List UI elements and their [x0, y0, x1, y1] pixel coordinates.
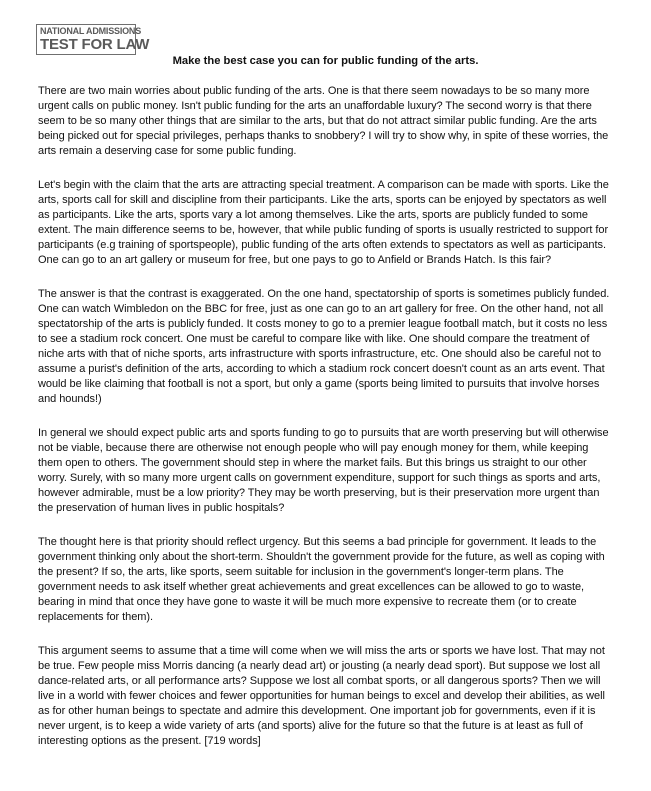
paragraph-6: This argument seems to assume that a time will come when we will miss the arts or sports we have lost. That may not be true. Few people miss Morris dancing (a nearly dead art) or jousting (a nearly dead sport). But suppose we lost all dance-related arts, or all performance arts? Suppose we lost all combat sports, or all dangerous sports? Then we will live in a world with fewer choices and fewer opportunities for human beings to excel and develop their abilities, as well as for other human beings to spectate and admire this development. One important job for governments, even if it is never urgent, is to keep a wide variety of arts (and sports) alive for the future so that the future is at least as full of interesting options as the present. [719 words] [38, 645, 605, 747]
paragraph-2: Let's begin with the claim that the arts are attracting special treatment. A comparison can be made with sports. Like the arts, sports call for skill and discipline from their participants. Like the arts, sports can be enjoyed by spectators as well as participants. Like the arts, sports vary a lot among themselves. Like the arts, sports are publicly funded to some extent. The main difference seems to be, however, that while public funding of sports is usually restricted to support for participants (e.g training of sportspeople), public funding of the arts often extends to spectators as well as participants. One can go to an art gallery or museum for free, but one pays to go to Anfield or Brands Hatch. Is this fair? [38, 179, 609, 266]
essay-title: Make the best case you can for public funding of the arts. [172, 55, 479, 67]
logo-line-2: TEST FOR LAW [40, 36, 150, 53]
logo-line-1: NATIONAL ADMISSIONS [40, 26, 142, 36]
paragraph-4: In general we should expect public arts and sports funding to go to pursuits that are worth preserving but will otherwise not be viable, because there are otherwise not enough people who will pay enough money for them, while keeping them open to others. The government should step in where the market fails. But this brings us straight to our other worry. Surely, with so many more urgent calls on government expenditure, support for such things as sports and arts, however admirable, must be a low priority? They may be worth preserving, but is their preservation more urgent than the preservation of human lives in public hospitals? [38, 427, 609, 514]
paragraph-1: There are two main worries about public funding of the arts. One is that there seem nowadays to be so many more urgent calls on public money. Isn't public funding for the arts an unaffordable luxury? The second worry is that there seem to be so many other things that are similar to the arts, but that do not attract similar public funding. Are the arts being picked out for special privileges, perhaps thanks to snobbery? I will try to show why, in spite of these worries, the arts remain a deserving case for some public funding. [38, 85, 609, 157]
paragraph-3: The answer is that the contrast is exaggerated. On the one hand, spectatorship of sports is sometimes publicly funded. One can watch Wimbledon on the BBC for free, just as one can go to an art gallery for free. On the other hand, not all spectatorship of the arts is publicly funded. It costs money to go to a premier league football match, but it costs no less to see a stadium rock concert. One must be careful to compare like with like. One should compare the treatment of niche arts with that of niche sports, arts infrastructure with sports infrastructure, etc. One should also be careful not to assume a purist's definition of the arts, according to which a stadium rock concert doesn't count as an arts event. That would be like claiming that football is not a sport, but only a game (sports being limited to pursuits that involve horses and hounds!) [38, 288, 610, 405]
paragraph-5: The thought here is that priority should reflect urgency. But this seems a bad principle for government. It leads to the government thinking only about the short-term. Shouldn't the government provide for the future, as well as coping with the present? If so, the arts, like sports, seem suitable for inclusion in the government's longer-term plans. The government needs to ask itself whether great achievements and great excellences can be allowed to go to waste, bearing in mind that once they have gone to waste it will be much more expensive to recreate them (or to create replacements for them). [38, 536, 605, 623]
lnat-logo [36, 24, 150, 55]
essay-body [38, 84, 614, 768]
